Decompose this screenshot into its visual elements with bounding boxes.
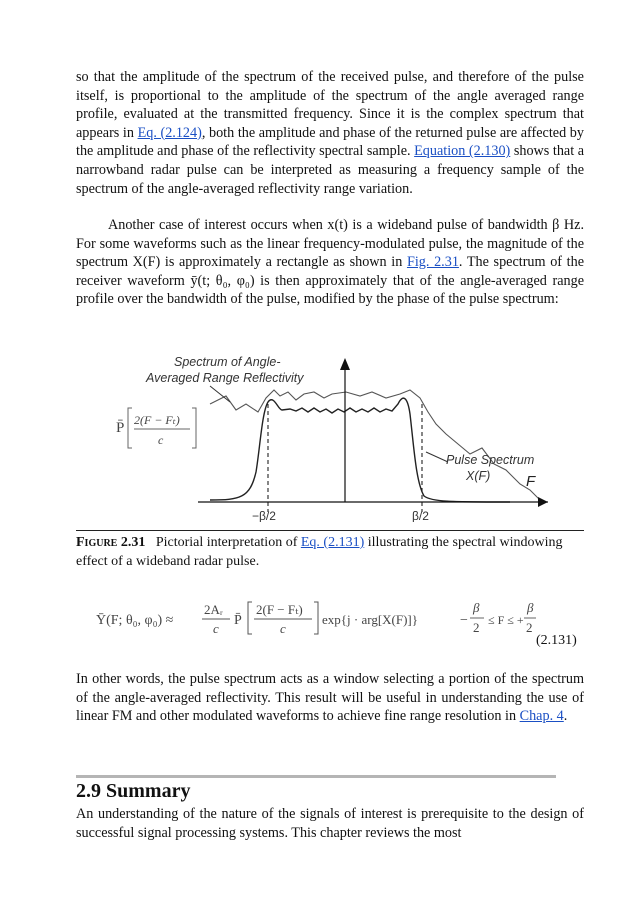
equation-p: P̄ (234, 613, 242, 628)
equation-2-131 (96, 598, 536, 638)
paragraph-2-text-b: . The spectrum of the receiver waveform ȳ(t; θ₀, φ₀) is then approximately that of the angle-averaged range profile over the bandwidth of the pulse, modified by the phase of the pulse spectrum: (76, 254, 584, 308)
link-eq-2-130[interactable]: Equation (2.130) (414, 143, 511, 160)
vertical-axis-arrow (340, 358, 350, 370)
equation-range-middle: ≤ F ≤ + (488, 613, 524, 627)
equation-range-numerator: β (473, 600, 480, 615)
tick-label-left: −β/2 (252, 509, 276, 522)
paragraph-3 (76, 670, 584, 726)
frequency-axis-arrow (538, 497, 548, 507)
pulse-pointer (426, 452, 448, 462)
section-rule (76, 775, 556, 778)
reflectivity-label-line-1: Spectrum of Angle- (174, 355, 281, 369)
figure-caption-label: Figure 2.31 (76, 535, 146, 550)
pulse-label-line-2: X(F) (466, 469, 491, 483)
figure-caption-text-b: illustrating the spectral windowing effect of a wideband radar pulse. (76, 535, 563, 569)
equation-coef-denominator: c (213, 621, 219, 636)
y-axis-label (116, 408, 196, 448)
paragraph-1 (76, 68, 584, 198)
equation-range-denominator: 2 (473, 620, 480, 635)
equation-exp: exp{j · arg[X(F)]} (322, 612, 418, 627)
paragraph-1-text-b: , both the amplitude and phase of the returned pulse are affected by the amplitude and phase of the reflectivity spectral sample. (76, 124, 584, 160)
paragraph-2 (76, 216, 584, 309)
link-eq-2-131[interactable]: Eq. (2.131) (300, 535, 365, 550)
frequency-axis-label: F (526, 473, 536, 490)
reflectivity-label-line-2: Averaged Range Reflectivity (146, 371, 304, 385)
equation-range-numerator-right: β (527, 600, 534, 615)
figure-2-31 (110, 352, 560, 522)
equation-arg-denominator: c (280, 621, 286, 636)
figure-caption-text-a: Pictorial interpretation of (155, 535, 301, 550)
y-label-denominator: c (158, 433, 164, 447)
link-eq-2-124[interactable]: Eq. (2.124) (137, 124, 202, 141)
equation-coef-numerator: 2Aᵣ (204, 602, 223, 617)
paragraph-1-text-c: shows that a narrowband radar pulse can be interpreted as measuring a frequency sample of the spectrum of the angle-averaged reflectivity range variation. (76, 143, 585, 197)
paragraph-4-text: An understanding of the nature of the signals of interest is prerequisite to the design of successful signal processing systems. This chapter reviews the most (76, 806, 584, 841)
link-fig-2-31[interactable]: Fig. 2.31 (406, 254, 459, 271)
equation-arg-numerator: 2(F − Fₜ) (256, 602, 303, 617)
y-label-p: P̄ (116, 420, 125, 436)
equation-range-minus: − (460, 613, 468, 628)
paragraph-3-text-b: . (563, 708, 568, 725)
equation-range-denominator-right: 2 (526, 620, 533, 635)
pulse-label-line-1: Pulse Spectrum (446, 453, 535, 467)
equation-lhs: Ȳ(F; θ₀, φ₀) ≈ (96, 613, 174, 628)
tick-label-right: β/2 (412, 509, 429, 522)
section-heading: 2.9 Summary (76, 780, 191, 802)
paragraph-3-text-a: In other words, the pulse spectrum acts as a window selecting a portion of the spectrum of the angle-averaged reflectivity. This result will be useful in understanding the use of linear FM and other modulated waveforms to achieve fine range resolution in (76, 671, 584, 725)
figure-rule (76, 530, 584, 531)
link-chap-4[interactable]: Chap. 4 (519, 708, 564, 725)
paragraph-4 (76, 805, 584, 842)
equation-number: (2.131) (536, 633, 577, 648)
paragraph-2-text-a: Another case of interest occurs when x(t) is a wideband pulse of bandwidth β Hz. For some waveforms such as the linear frequency-modulated pulse, the magnitude of the spectrum X(F) is approximately a rectangle as shown in (76, 217, 584, 271)
paragraph-1-text-a: so that the amplitude of the spectrum of the received pulse, and therefore of the pulse itself, is proportional to the amplitude of the spectrum of the angle averaged range profile, evaluated at the transmitted frequency. Since it is the complex spectrum that appears in (76, 69, 584, 141)
figure-caption (76, 534, 584, 571)
y-label-numerator: 2(F − Fₜ) (134, 413, 180, 427)
